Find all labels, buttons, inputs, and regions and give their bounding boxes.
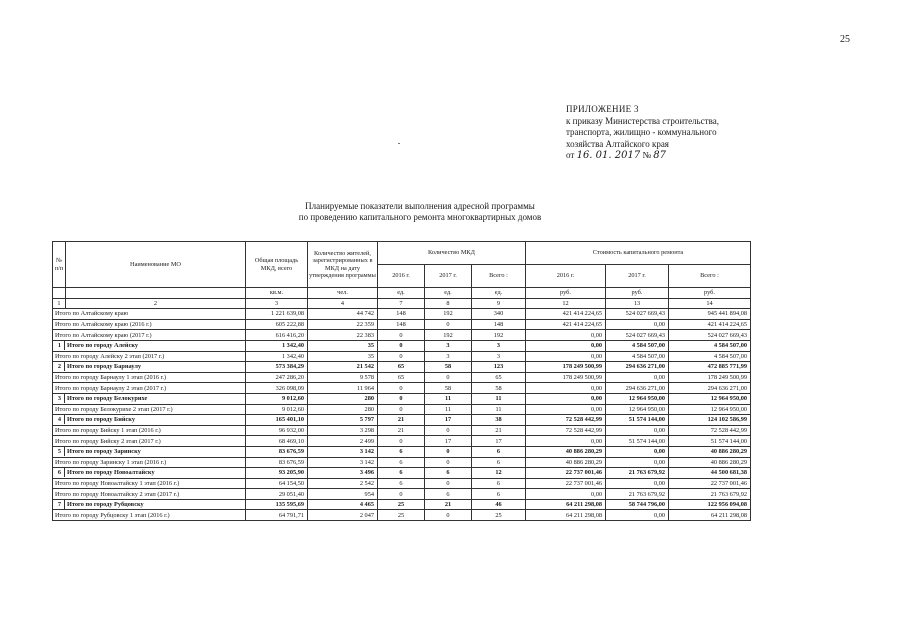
count-2017-cell: 192	[425, 309, 472, 320]
count-total-cell: 65	[472, 372, 526, 383]
table-row	[53, 351, 751, 362]
row-index: 2	[55, 362, 65, 371]
header-cost-2016: 2016 г.	[526, 265, 606, 288]
count-2016-cell: 0	[378, 436, 425, 447]
row-index: 6	[55, 468, 65, 477]
count-2016-cell: 25	[378, 499, 425, 510]
count-2017-cell: 0	[425, 425, 472, 436]
table-row	[53, 330, 751, 341]
cost-2017-cell: 294 636 271,00	[606, 362, 669, 373]
count-total-cell: 25	[472, 510, 526, 521]
title-line-2: по проведению капитального ремонта многоквартирных домов	[298, 212, 542, 222]
column-number: 8	[425, 298, 472, 309]
area-cell: 29 051,40	[246, 489, 308, 500]
cost-2017-cell: 0,00	[606, 446, 669, 457]
header-count-2017: 2017 г.	[425, 265, 472, 288]
unit-cell: ед.	[472, 288, 526, 299]
area-cell: 83 676,59	[246, 457, 308, 468]
cost-total-cell: 472 885 771,99	[669, 362, 751, 373]
row-name: Итого по городу Алейску 2 этап (2017 г.)	[55, 352, 165, 360]
area-cell: 1 342,40	[246, 351, 308, 362]
cost-2017-cell: 12 964 950,00	[606, 404, 669, 415]
cost-2017-cell: 524 027 669,43	[606, 330, 669, 341]
area-cell: 68 469,10	[246, 436, 308, 447]
cost-total-cell: 124 102 586,99	[669, 415, 751, 426]
row-label-cell	[53, 404, 246, 415]
count-2016-cell: 0	[378, 340, 425, 351]
count-total-cell: 12	[472, 468, 526, 479]
residents-cell: 954	[308, 489, 378, 500]
header-count-2016: 2016 г.	[378, 265, 425, 288]
cost-2016-cell: 421 414 224,65	[526, 319, 606, 330]
residents-cell: 3 298	[308, 425, 378, 436]
row-index: 3	[55, 394, 65, 403]
residents-cell: 2 499	[308, 436, 378, 447]
count-2017-cell: 17	[425, 415, 472, 426]
cost-total-cell: 51 574 144,00	[669, 436, 751, 447]
area-cell: 573 384,29	[246, 362, 308, 373]
count-total-cell: 11	[472, 393, 526, 404]
count-2016-cell: 6	[378, 468, 425, 479]
cost-total-cell: 64 211 298,08	[669, 510, 751, 521]
count-2017-cell: 58	[425, 362, 472, 373]
table-row	[53, 362, 751, 373]
count-total-cell: 3	[472, 340, 526, 351]
column-number: 7	[378, 298, 425, 309]
row-name: Итого по городу Барнаулу 1 этап (2016 г.)	[55, 374, 167, 382]
row-label-cell	[53, 446, 246, 457]
count-total-cell: 6	[472, 478, 526, 489]
residents-cell: 9 578	[308, 372, 378, 383]
unit-cell	[66, 288, 246, 299]
count-2017-cell: 0	[425, 457, 472, 468]
cost-2016-cell: 421 414 224,65	[526, 309, 606, 320]
count-total-cell: 6	[472, 446, 526, 457]
cost-2016-cell: 64 211 298,08	[526, 510, 606, 521]
count-2016-cell: 0	[378, 351, 425, 362]
area-cell: 326 098,09	[246, 383, 308, 394]
handwritten-date: 16. 01. 2017	[576, 150, 641, 161]
count-total-cell: 21	[472, 425, 526, 436]
count-total-cell: 123	[472, 362, 526, 373]
cost-total-cell: 178 249 500,99	[669, 372, 751, 383]
row-label-cell	[53, 330, 246, 341]
residents-cell: 35	[308, 351, 378, 362]
residents-cell: 4 465	[308, 499, 378, 510]
area-cell: 64 791,71	[246, 510, 308, 521]
cost-2016-cell: 64 211 298,08	[526, 499, 606, 510]
cost-2016-cell: 0,00	[526, 393, 606, 404]
cost-total-cell: 40 886 280,29	[669, 457, 751, 468]
residents-cell: 44 742	[308, 309, 378, 320]
row-label-cell	[53, 362, 246, 373]
row-label-cell	[53, 478, 246, 489]
page-number: 25	[840, 34, 850, 45]
row-label-cell	[53, 393, 246, 404]
residents-cell: 2 047	[308, 510, 378, 521]
cost-2016-cell: 72 528 442,99	[526, 425, 606, 436]
table-row	[53, 478, 751, 489]
residents-cell: 3 496	[308, 468, 378, 479]
count-2016-cell: 6	[378, 457, 425, 468]
cost-2017-cell: 51 574 144,00	[606, 436, 669, 447]
cost-2016-cell: 0,00	[526, 404, 606, 415]
count-2017-cell: 0	[425, 478, 472, 489]
count-total-cell: 58	[472, 383, 526, 394]
appendix-date-line	[566, 150, 719, 162]
row-name: Итого по городу Барнаулу	[67, 363, 142, 371]
area-cell: 605 222,88	[246, 319, 308, 330]
count-2016-cell: 148	[378, 309, 425, 320]
appendix-block	[566, 104, 719, 162]
count-total-cell: 38	[472, 415, 526, 426]
cost-2017-cell: 58 744 796,00	[606, 499, 669, 510]
cost-2017-cell: 21 763 679,92	[606, 489, 669, 500]
row-name: Итого по городу Новоалтайску 2 этап (2017 г.)	[55, 490, 180, 498]
count-2017-cell: 58	[425, 383, 472, 394]
row-index: 5	[55, 447, 65, 456]
cost-total-cell: 4 584 507,00	[669, 351, 751, 362]
count-2016-cell: 148	[378, 319, 425, 330]
table-row	[53, 489, 751, 500]
count-2016-cell: 6	[378, 478, 425, 489]
scan-speck	[398, 143, 400, 144]
unit-cell: ед.	[425, 288, 472, 299]
cost-2016-cell: 0,00	[526, 340, 606, 351]
table-body	[53, 309, 751, 521]
row-label-cell	[53, 415, 246, 426]
data-table	[52, 241, 751, 521]
header-cost-total: Всего :	[669, 265, 751, 288]
cost-2017-cell: 4 584 507,00	[606, 351, 669, 362]
table-row	[53, 415, 751, 426]
table-row	[53, 425, 751, 436]
cost-total-cell: 421 414 224,65	[669, 319, 751, 330]
residents-cell: 280	[308, 404, 378, 415]
count-total-cell: 148	[472, 319, 526, 330]
residents-cell: 22 359	[308, 319, 378, 330]
count-total-cell: 11	[472, 404, 526, 415]
cost-2017-cell: 0,00	[606, 478, 669, 489]
table-row	[53, 393, 751, 404]
header-count-total: Всего :	[472, 265, 526, 288]
area-cell: 135 595,69	[246, 499, 308, 510]
cost-total-cell: 122 956 094,08	[669, 499, 751, 510]
header-area: Общая площадь МКД, всего	[246, 242, 308, 288]
appendix-line-2: транспорта, жилищно - коммунального	[566, 127, 717, 137]
unit-cell	[53, 288, 66, 299]
cost-total-cell: 524 027 669,43	[669, 330, 751, 341]
area-cell: 1 221 639,08	[246, 309, 308, 320]
table-row	[53, 446, 751, 457]
header-cost-2017: 2017 г.	[606, 265, 669, 288]
count-2017-cell: 6	[425, 468, 472, 479]
count-2016-cell: 0	[378, 383, 425, 394]
count-total-cell: 46	[472, 499, 526, 510]
cost-total-cell: 4 584 507,00	[669, 340, 751, 351]
appendix-line-3: хозяйства Алтайского края	[566, 138, 669, 149]
cost-total-cell: 21 763 679,92	[669, 489, 751, 500]
residents-cell: 2 542	[308, 478, 378, 489]
row-name: Итого по городу Алейску	[67, 342, 139, 350]
row-name: Итого по городу Рубцовску	[67, 501, 144, 509]
area-cell: 93 205,90	[246, 468, 308, 479]
count-total-cell: 17	[472, 436, 526, 447]
row-label-cell	[53, 319, 246, 330]
area-cell: 1 342,40	[246, 340, 308, 351]
table-row	[53, 319, 751, 330]
header-residents: Количество жителей, зарегистрированных в МКД на дату утверждения программы	[308, 242, 378, 288]
appendix-heading: ПРИЛОЖЕНИЕ 3	[566, 104, 639, 114]
row-index: 7	[55, 500, 65, 509]
count-2017-cell: 6	[425, 489, 472, 500]
unit-cell: руб.	[669, 288, 751, 299]
row-name: Итого по Алтайскому краю (2017 г.)	[55, 331, 152, 339]
row-name: Итого по городу Барнаулу 2 этап (2017 г.)	[55, 384, 167, 392]
cost-2016-cell: 178 249 500,99	[526, 372, 606, 383]
row-label-cell	[53, 468, 246, 479]
count-2016-cell: 65	[378, 372, 425, 383]
document-title	[190, 201, 650, 223]
cost-2017-cell: 0,00	[606, 319, 669, 330]
row-label-cell	[53, 309, 246, 320]
residents-cell: 11 964	[308, 383, 378, 394]
cost-2017-cell: 4 584 507,00	[606, 340, 669, 351]
row-label-cell	[53, 351, 246, 362]
cost-2016-cell: 22 737 001,46	[526, 468, 606, 479]
table-row	[53, 404, 751, 415]
count-2017-cell: 192	[425, 330, 472, 341]
cost-2017-cell: 0,00	[606, 457, 669, 468]
row-name: Итого по Алтайскому краю (2016 г.)	[55, 321, 152, 329]
row-name: Итого по городу Новоалтайску	[67, 469, 155, 477]
cost-2016-cell: 72 528 442,99	[526, 415, 606, 426]
count-total-cell: 6	[472, 457, 526, 468]
area-cell: 96 932,00	[246, 425, 308, 436]
units-row	[53, 288, 751, 299]
column-numbers-row	[53, 298, 751, 309]
cost-total-cell: 72 528 442,99	[669, 425, 751, 436]
row-name: Итого по городу Новоалтайску 1 этап (2016 г.)	[55, 479, 180, 487]
row-label-cell	[53, 510, 246, 521]
residents-cell: 3 142	[308, 446, 378, 457]
column-number: 12	[526, 298, 606, 309]
area-cell: 247 286,20	[246, 372, 308, 383]
count-total-cell: 6	[472, 489, 526, 500]
column-number: 13	[606, 298, 669, 309]
row-label-cell	[53, 372, 246, 383]
table-row	[53, 510, 751, 521]
count-2017-cell: 11	[425, 393, 472, 404]
count-2016-cell: 0	[378, 393, 425, 404]
unit-cell: кв.м.	[246, 288, 308, 299]
cost-total-cell: 945 441 894,08	[669, 309, 751, 320]
count-2016-cell: 6	[378, 446, 425, 457]
unit-cell: руб.	[606, 288, 669, 299]
cost-2016-cell: 0,00	[526, 436, 606, 447]
cost-2016-cell: 40 886 280,29	[526, 457, 606, 468]
cost-2017-cell: 0,00	[606, 372, 669, 383]
header-name: Наименование МО	[66, 242, 246, 288]
table-row	[53, 499, 751, 510]
row-index: 4	[55, 415, 65, 424]
table-container	[52, 241, 751, 521]
handwritten-number: 87	[653, 150, 667, 161]
row-label-cell	[53, 425, 246, 436]
header-cost-group: Стоимость капитального ремонта	[526, 242, 751, 265]
row-name: Итого по городу Бийску 1 этап (2016 г.)	[55, 427, 161, 435]
header-row-1	[53, 242, 751, 265]
header-num: № п/п	[53, 242, 66, 288]
residents-cell: 5 797	[308, 415, 378, 426]
table-row	[53, 383, 751, 394]
column-number: 1	[53, 298, 66, 309]
count-2017-cell: 11	[425, 404, 472, 415]
cost-total-cell: 294 636 271,00	[669, 383, 751, 394]
cost-2016-cell: 0,00	[526, 383, 606, 394]
cost-total-cell: 40 886 280,29	[669, 446, 751, 457]
row-name: Итого по Алтайскому краю	[55, 310, 129, 318]
count-2016-cell: 21	[378, 415, 425, 426]
count-2016-cell: 0	[378, 404, 425, 415]
area-cell: 9 012,60	[246, 404, 308, 415]
residents-cell: 35	[308, 340, 378, 351]
row-name: Итого по городу Заринску 1 этап (2016 г.)	[55, 458, 167, 466]
row-name: Итого по городу Белокурихе	[67, 395, 148, 403]
cost-2017-cell: 12 964 950,00	[606, 393, 669, 404]
count-2017-cell: 0	[425, 510, 472, 521]
cost-total-cell: 12 964 950,00	[669, 404, 751, 415]
count-2017-cell: 0	[425, 372, 472, 383]
appendix-line-1: к приказу Министерства строительства,	[566, 115, 719, 126]
count-2017-cell: 21	[425, 499, 472, 510]
count-2016-cell: 65	[378, 362, 425, 373]
count-total-cell: 340	[472, 309, 526, 320]
count-2016-cell: 0	[378, 489, 425, 500]
table-row	[53, 457, 751, 468]
cost-2017-cell: 0,00	[606, 425, 669, 436]
count-total-cell: 192	[472, 330, 526, 341]
count-2017-cell: 17	[425, 436, 472, 447]
unit-cell: руб.	[526, 288, 606, 299]
residents-cell: 3 142	[308, 457, 378, 468]
cost-2016-cell: 0,00	[526, 351, 606, 362]
table-row	[53, 436, 751, 447]
cost-2016-cell: 0,00	[526, 489, 606, 500]
cost-2017-cell: 0,00	[606, 510, 669, 521]
cost-2017-cell: 524 027 669,43	[606, 309, 669, 320]
unit-cell: чел.	[308, 288, 378, 299]
number-prefix: №	[642, 150, 652, 160]
cost-2016-cell: 0,00	[526, 330, 606, 341]
table-row	[53, 309, 751, 320]
cost-total-cell: 44 500 681,38	[669, 468, 751, 479]
table-row	[53, 468, 751, 479]
column-number: 2	[66, 298, 246, 309]
row-label-cell	[53, 489, 246, 500]
residents-cell: 280	[308, 393, 378, 404]
count-2016-cell: 25	[378, 510, 425, 521]
count-2016-cell: 21	[378, 425, 425, 436]
count-total-cell: 3	[472, 351, 526, 362]
count-2017-cell: 0	[425, 319, 472, 330]
cost-2017-cell: 294 636 271,00	[606, 383, 669, 394]
row-name: Итого по городу Заринску	[67, 448, 141, 456]
row-name: Итого по городу Рубцовску 1 этап (2016 г.)	[55, 511, 170, 519]
area-cell: 616 416,20	[246, 330, 308, 341]
row-label-cell	[53, 457, 246, 468]
row-name: Итого по городу Белокурихе 2 этап (2017 г.)	[55, 405, 173, 413]
area-cell: 9 012,60	[246, 393, 308, 404]
area-cell: 165 401,10	[246, 415, 308, 426]
row-label-cell	[53, 383, 246, 394]
cost-2017-cell: 21 763 679,92	[606, 468, 669, 479]
count-2016-cell: 0	[378, 330, 425, 341]
row-label-cell	[53, 436, 246, 447]
table-row	[53, 372, 751, 383]
header-count-group: Количество МКД	[378, 242, 526, 265]
residents-cell: 21 542	[308, 362, 378, 373]
cost-2017-cell: 51 574 144,00	[606, 415, 669, 426]
cost-total-cell: 12 964 950,00	[669, 393, 751, 404]
area-cell: 83 676,59	[246, 446, 308, 457]
title-line-1: Планируемые показатели выполнения адресной программы	[305, 201, 535, 211]
row-label-cell	[53, 499, 246, 510]
cost-total-cell: 22 737 001,46	[669, 478, 751, 489]
row-name: Итого по городу Бийску 2 этап (2017 г.)	[55, 437, 161, 445]
row-index: 1	[55, 341, 65, 350]
column-number: 4	[308, 298, 378, 309]
count-2017-cell: 3	[425, 340, 472, 351]
area-cell: 64 154,50	[246, 478, 308, 489]
cost-2016-cell: 22 737 001,46	[526, 478, 606, 489]
column-number: 14	[669, 298, 751, 309]
residents-cell: 22 383	[308, 330, 378, 341]
unit-cell: ед.	[378, 288, 425, 299]
row-name: Итого по городу Бийску	[67, 416, 135, 424]
column-number: 9	[472, 298, 526, 309]
table-row	[53, 340, 751, 351]
count-2017-cell: 0	[425, 446, 472, 457]
cost-2016-cell: 40 886 280,29	[526, 446, 606, 457]
cost-2016-cell: 178 249 500,99	[526, 362, 606, 373]
column-number: 3	[246, 298, 308, 309]
date-prefix: от	[566, 150, 575, 160]
row-label-cell	[53, 340, 246, 351]
count-2017-cell: 3	[425, 351, 472, 362]
